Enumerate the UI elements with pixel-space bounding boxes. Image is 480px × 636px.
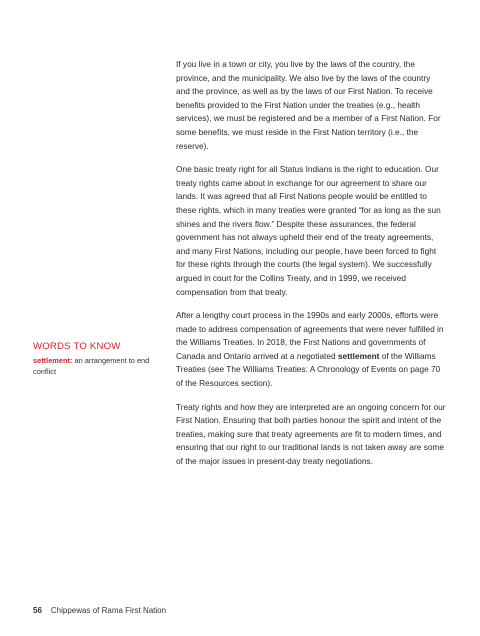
- page-number: 56: [33, 606, 42, 615]
- paragraph-laws: If you live in a town or city, you live by the laws of the country, the province, and the municipality. We also live by the laws of the country and the province, as well as by the laws of our First Nation. To receive benefits provided to the First Nation under the treaties (e.g., health services), we must be registered and be a member of a First Nation. For some benefits, we must reside in the First Nation territory (i.e., the reserve).: [176, 59, 441, 151]
- page-footer: [33, 606, 166, 615]
- words-to-know-heading: WORDS TO KNOW: [33, 341, 121, 352]
- glossary-term: settlement:: [33, 356, 73, 365]
- glossary-definition: an arrangement to end conflict: [33, 356, 150, 376]
- publication-title: Chippewas of Rama First Nation: [50, 606, 167, 615]
- glossary-entry: [33, 356, 153, 377]
- paragraph-ongoing-concern: Treaty rights and how they are interpreted are an ongoing concern for our First Nation. Ensuring that both parties honour the spirit and intent of the treaties, making sure that treaty agreements are fit to modern times, and ensuring that our right to our traditional lands is not taken away are some of the major issues in present-day treaty negotiations.: [176, 401, 446, 467]
- words-to-know-sidebar: [33, 341, 153, 377]
- paragraph-williams-treaties: [176, 309, 446, 391]
- main-text-column: [176, 58, 446, 479]
- paragraph-williams-text-end: of the Williams Treaties (see The Williams Treaties: A Chronology of Events on page 70 of the Resources section).: [176, 350, 441, 389]
- settlement-keyword: settlement: [337, 350, 380, 361]
- paragraph-williams-text-start: After a lengthy court process in the 1990s and early 2000s, efforts were made to address compensation of agreements that were never fulfilled in the Williams Treaties. In 2018, the First Nations and governments of Canada and Ontario arrived at a negotiated: [176, 310, 444, 361]
- paragraph-treaty-rights: One basic treaty right for all Status Indians is the right to education. Our treaty rights came about in exchange for our agreement to share our lands. It was agreed that all First Nations people would be entitled to these rights, which in many treaties were granted “for as long as the sun shines and the rivers flow.” Despite these assurances, the federal government has not always upheld their end of the treaty agreements, and many First Nations, including our people, have been forced to fight for these rights through the courts (the legal system). We successfully argued in court for the Collins Treaty, and in 1999, we received compensation from that treaty.: [176, 164, 441, 297]
